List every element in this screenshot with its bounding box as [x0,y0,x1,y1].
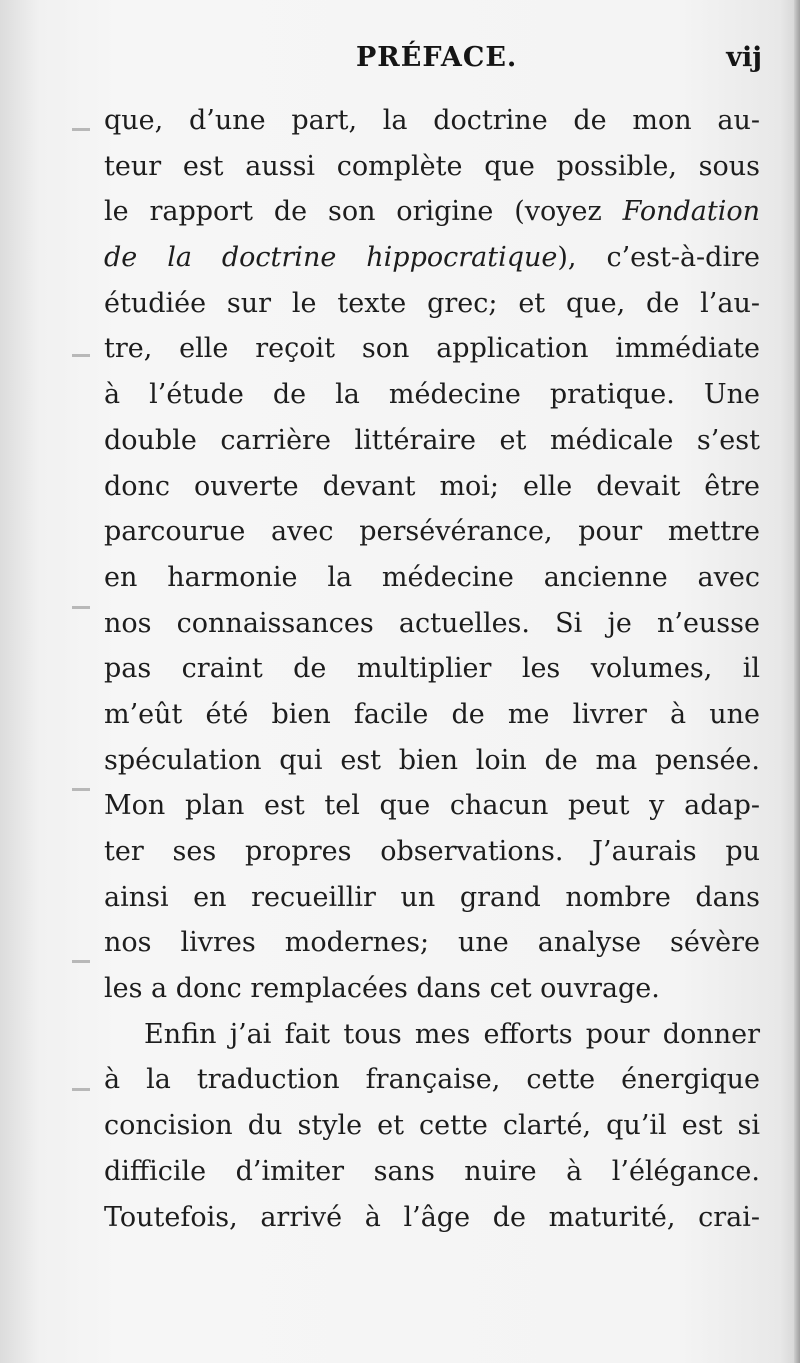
text-line: les a donc remplacées dans cet ouvrage. [104,973,660,1005]
page-edge-shadow [794,0,800,1363]
text-line: que, d’une part, la doctrine de mon au- [104,105,760,136]
margin-mark [72,606,90,609]
text-line: étudiée sur le texte grec; et que, de l’au- [104,287,760,319]
text-line: concision du style et cette clarté, qu’il est si [104,1110,760,1142]
text-line: Enfin j’ai fait tous mes efforts pour donner [144,1018,760,1050]
text-line: double carrière littéraire et médicale s’est [104,424,760,456]
body-text [104,98,760,1240]
text-line: en harmonie la médecine ancienne avec [104,561,760,593]
text-line: m’eût été bien facile de me livrer à une [104,698,760,730]
text-line: Toutefois, arrivé à l’âge de maturité, crai- [104,1201,760,1233]
text-line: ainsi en recueillir un grand nombre dans [104,881,760,913]
text-line: teur est aussi complète que possible, sous [104,150,760,182]
text-line: à l’étude de la médecine pratique. Une [104,379,760,411]
margin-mark [72,128,90,131]
margin-mark [72,354,90,357]
text-line: ter ses propres observations. J’aurais pu [104,836,760,867]
text-line: spéculation qui est bien loin de ma pensée. [104,744,760,776]
margin-mark [72,1088,90,1091]
text-line: tre, elle reçoit son application immédiate [104,333,760,365]
margin-mark [72,788,90,791]
text-line [104,189,760,235]
italic-fragment: Fondation [622,196,760,228]
text-line: à la traduction française, cette énergique [104,1064,760,1096]
text-line: Mon plan est tel que chacun peut y adap- [104,790,760,822]
text-fragment: le rapport de son origine (voyez [104,196,623,228]
italic-fragment: de la doctrine hippocratique [104,242,558,274]
text-line: parcourue avec persévérance, pour mettre [104,516,760,548]
running-title: PRÉFACE. [356,42,518,73]
page-header [0,42,800,82]
text-line [104,235,760,281]
text-line: nos livres modernes; une analyse sévère [104,927,760,959]
text-line: pas craint de multiplier les volumes, il [104,653,760,685]
margin-mark [72,960,90,963]
page-number: vij [726,42,762,73]
text-line: difficile d’imiter sans nuire à l’élégance. [104,1155,760,1187]
text-line: nos connaissances actuelles. Si je n’eusse [104,607,760,639]
text-fragment: ), c’est-à-dire [557,242,760,274]
text-line: donc ouverte devant moi; elle devait être [104,470,760,502]
